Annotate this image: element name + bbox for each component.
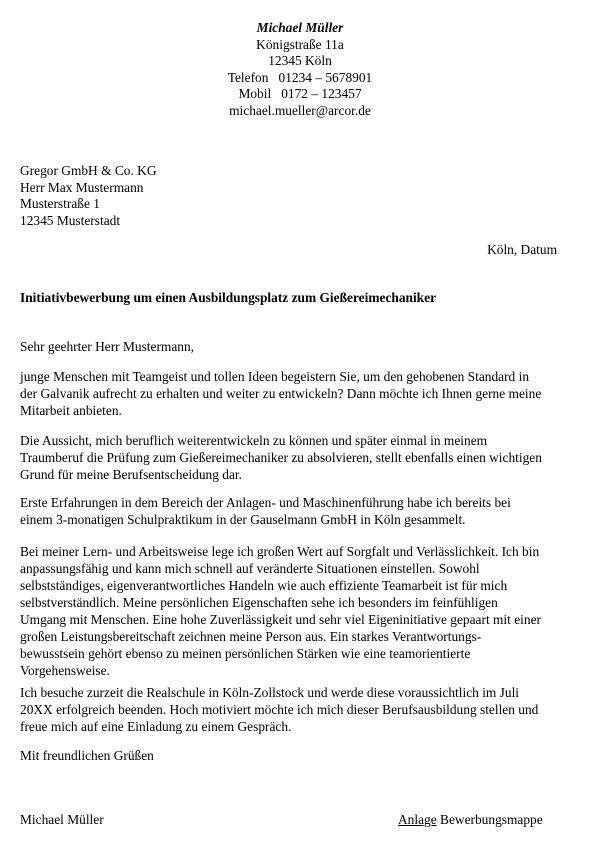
paragraph-line: Die Aussicht, mich beruflich weiterentwickeln zu können und später einmal in meinem (20, 433, 488, 448)
letter-date: Köln, Datum (487, 242, 557, 257)
paragraph-line: Grund für meine Berufsentscheidung dar. (20, 467, 242, 482)
sender-email: michael.mueller@arcor.de (229, 102, 371, 118)
paragraph-line: Traumberuf die Prüfung zum Gießereimechaniker zu absolvieren, stellt ebenfalls einen wichtigen (20, 450, 542, 465)
enclosure-text: Bewerbungsmappe (440, 812, 543, 827)
enclosure-label: Anlage (398, 812, 437, 827)
recipient-city: 12345 Musterstadt (20, 212, 121, 228)
paragraph-line: einem 3-monatigen Schulpraktikum in der Gauselmann GmbH in Köln gesammelt. (20, 512, 466, 527)
sender-mobile: Mobil 0172 – 123457 (238, 86, 362, 101)
paragraph-line: anpassungsfähig und kann mich schnell auf veränderte Situationen einstellen. Sowohl (20, 561, 480, 576)
paragraph-line: junge Menschen mit Teamgeist und tollen Ideen begeistern Sie, um den gehobenen Standard in (20, 369, 530, 384)
body-paragraph (20, 494, 511, 528)
paragraph-line: selbstständiges, eigenverantwortliches Handeln wie auch effiziente Teamarbeit ist für mich (20, 578, 508, 593)
paragraph-line: der Galvanik aufrecht zu erhalten und weiter zu entwickeln? Dann möchte ich Ihnen gerne meine (20, 386, 542, 401)
sender-street: Königstraße 11a (256, 36, 344, 52)
enclosure-note (398, 812, 543, 828)
paragraph-line: Umgang mit Menschen. Eine hohe Zuverlässigkeit und sehr viel Eigeninitiative gepaart mit einer (20, 612, 541, 627)
paragraph-line: Bei meiner Lern- und Arbeitsweise lege ich großen Wert auf Sorgfalt und Verlässlichkeit. Ich bin (20, 544, 540, 559)
paragraph-line: Ich besuche zurzeit die Realschule in Köln-Zollstock und werde diese voraussichtlich im Juli (20, 685, 520, 700)
paragraph-line: bewusstsein gehört ebenso zu meinen persönlichen Stärken wie eine teamorientierte (20, 646, 471, 661)
sender-address-block (0, 20, 600, 119)
recipient-company: Gregor GmbH & Co. KG (20, 163, 157, 178)
sender-city: 12345 Köln (268, 53, 332, 68)
body-paragraph (20, 684, 538, 735)
body-paragraph (20, 543, 541, 679)
paragraph-line: Vorgehensweise. (20, 663, 110, 678)
paragraph-line: freue mich auf eine Einladung zu einem Gespräch. (20, 719, 292, 734)
paragraph-line: Mitarbeit anbieten. (20, 403, 122, 418)
paragraph-line: Erste Erfahrungen in dem Bereich der Anlagen- und Maschinenführung habe ich bereits bei (20, 495, 511, 510)
sender-phone: Telefon 01234 – 5678901 (227, 69, 373, 85)
sender-name: Michael Müller (256, 20, 344, 35)
paragraph-line: selbstverständlich. Meine persönlichen Eigenschaften sehe ich besonders im feinfühligen (20, 595, 498, 610)
body-paragraph (20, 432, 542, 483)
recipient-address-block (20, 163, 157, 229)
body-paragraph (20, 368, 541, 419)
letter-subject: Initiativbewerbung um einen Ausbildungsplatz zum Gießereimechaniker (20, 290, 437, 305)
letter-salutation: Sehr geehrter Herr Mustermann, (20, 339, 195, 354)
paragraph-line: großen Leistungsbereitschaft zeichnen meine Person aus. Ein starkes Verantwortungs- (20, 629, 482, 644)
recipient-street: Musterstraße 1 (20, 196, 100, 211)
paragraph-line: 20XX erfolgreich beenden. Hoch motiviert möchte ich mich dieser Berufsausbildung stellen und (20, 702, 539, 717)
recipient-person: Herr Max Mustermann (20, 179, 144, 195)
letter-closing: Mit freundlichen Grüßen (20, 748, 154, 763)
signature-name: Michael Müller (20, 812, 104, 827)
